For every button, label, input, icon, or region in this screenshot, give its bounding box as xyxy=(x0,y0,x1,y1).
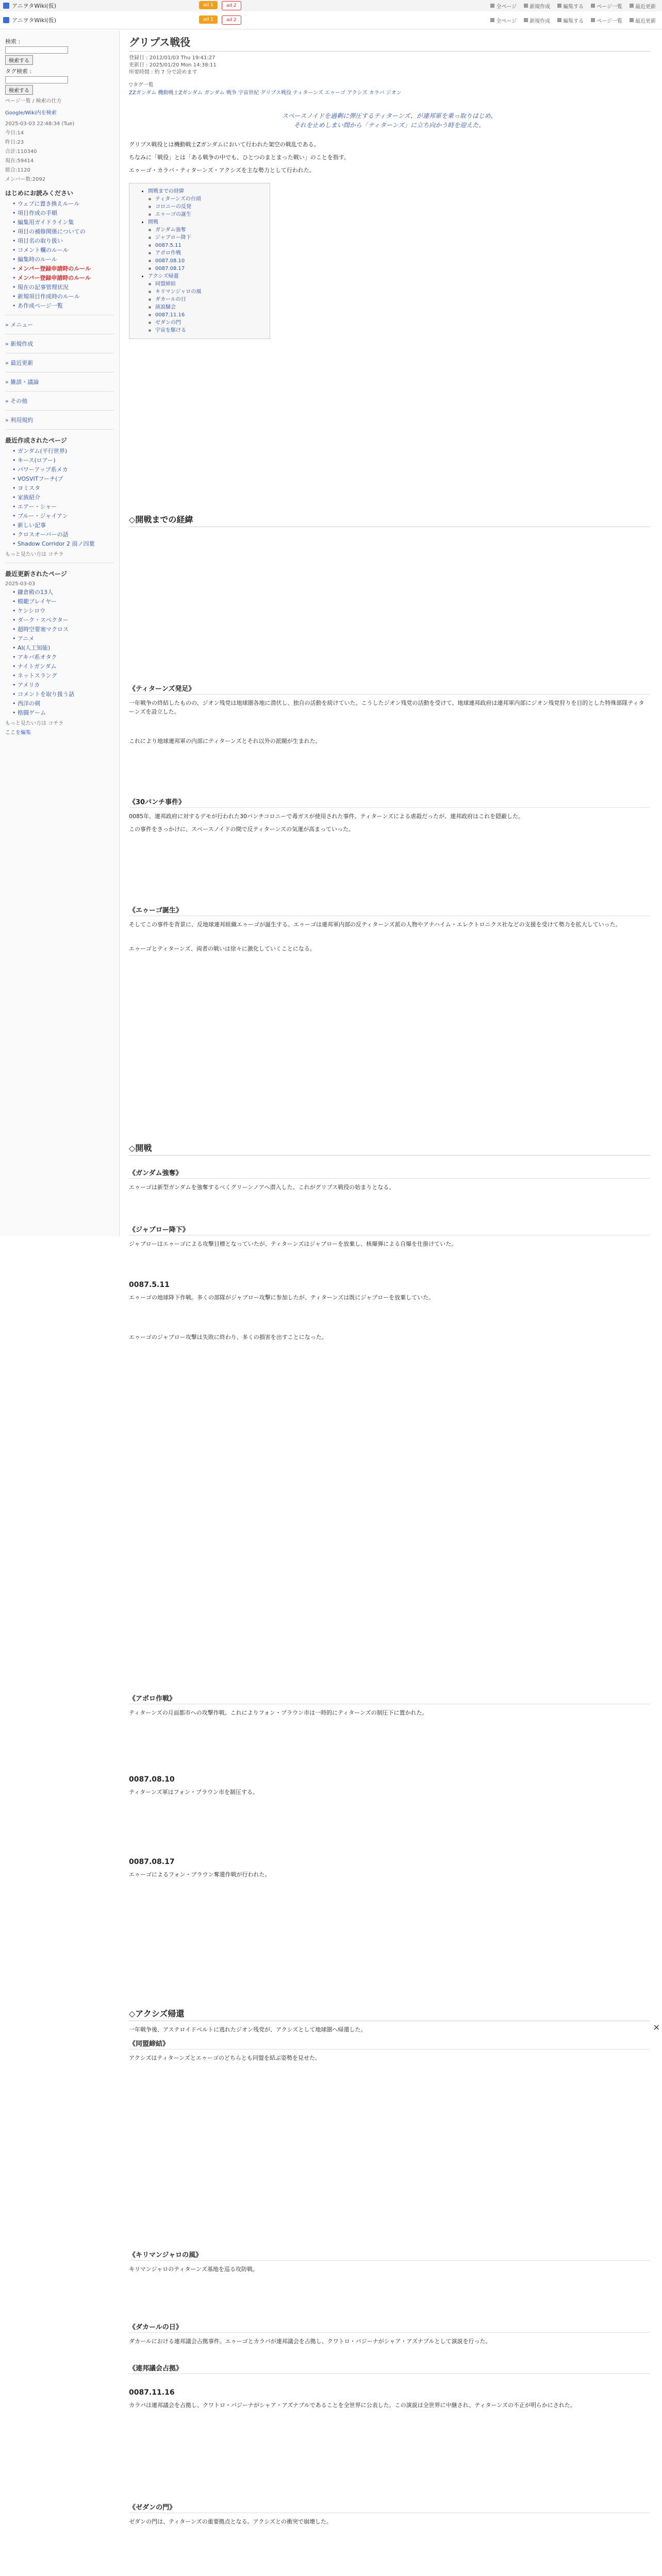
tag-search-label: タグ検索 : xyxy=(5,68,32,75)
toc-item[interactable]: ◦ 宇宙を駆ける xyxy=(155,327,264,334)
nav2-link-edit[interactable]: 編集する xyxy=(557,16,584,24)
page-title: グリプス戦役 xyxy=(129,34,650,52)
intro-paragraph-1: グリプス戦役とは機動戦士Zガンダムにおいて行われた架空の戦乱である。 xyxy=(129,141,320,148)
stat-total: 合計:110340 xyxy=(5,149,37,155)
ad-button-3[interactable]: ad 1 xyxy=(199,15,218,24)
list-item[interactable]: • ヨミスタ xyxy=(12,485,114,492)
toc-item[interactable]: ◦ アポロ作戦 xyxy=(155,249,264,257)
section-heading: ◇アクシズ帰還 xyxy=(129,2007,650,2021)
date-heading: 0087.11.16 xyxy=(129,2388,175,2397)
subsection-heading: 《エゥーゴ誕生》 xyxy=(129,905,650,916)
ad-button-2[interactable]: ad 2 xyxy=(222,1,241,10)
intro-paragraph-3: エゥーゴ・カラバ・ティターンズ・アクシズを主な勢力として行われた。 xyxy=(129,167,315,174)
sidebar-nav-other[interactable]: » その他 xyxy=(5,397,114,405)
paragraph: ジャブローはエゥーゴによる攻撃目標となっていたが、ティターンズはジャブローを放棄し、核爆弾による自爆を仕掛けていた。 xyxy=(129,1241,457,1247)
paragraph: エゥーゴとティターンズ、両者の戦いは徐々に激化していくことになる。 xyxy=(129,945,316,952)
nav-link-all[interactable]: 全ページ xyxy=(490,2,517,10)
list-item[interactable]: • ケンシロウ xyxy=(12,607,114,615)
paragraph: 0085年、連邦政府に対するデモが行われた30バンチコロニーで毒ガスが使用された事件。ティターンズによる虐殺だったが、連邦政府はこれを隠蔽した。 xyxy=(129,813,524,820)
date-heading: 0087.5.11 xyxy=(129,1281,170,1289)
site-logo-icon xyxy=(3,17,9,23)
subsection-heading: 《ティターンズ発足》 xyxy=(129,683,650,694)
stat-all: 総合:1120 xyxy=(5,167,30,173)
toc-item[interactable]: ◦ エゥーゴの誕生 xyxy=(155,211,264,218)
toc-item[interactable]: ◦ 0087.08.10 xyxy=(155,257,264,265)
paragraph: エゥーゴの地球降下作戦。多くの部隊がジャブロー攻撃に参加したが、ティターンズは既にジャブローを放棄していた。 xyxy=(129,1294,435,1301)
toc-item[interactable]: ◦ ティターンズの台頭 xyxy=(155,195,264,203)
sidebar-item[interactable]: • ウェブに置き換えルール xyxy=(12,200,114,208)
edit-here-link[interactable]: ここを編集 xyxy=(5,730,31,736)
date-heading: 0087.08.17 xyxy=(129,1858,175,1866)
toc-item[interactable]: ◦ ガンダム強奪 xyxy=(155,226,264,234)
sidebar-item[interactable]: • あ作成ページ一覧 xyxy=(12,302,114,310)
stat-yesterday: 昨日:23 xyxy=(5,140,24,145)
site-title[interactable]: アニヲタWiki(仮) xyxy=(12,17,57,24)
stat-members: メンバー数:2092 xyxy=(5,177,46,182)
subsection-heading: 《アポロ作戦》 xyxy=(129,1693,650,1704)
paragraph: エゥーゴは新型ガンダムを強奪するべくグリーンノアへ潜入した。これがグリプス戦役の始まりとなる。 xyxy=(129,1184,395,1191)
sidebar-nav-new[interactable]: » 新規作成 xyxy=(5,340,114,348)
paragraph: アクシズはティターンズとエゥーゴのどちらとも同盟を結ぶ姿勢を見せた。 xyxy=(129,2055,321,2061)
paragraph: この事件をきっかけに、スペースノイドの間で反ティターンズの気運が高まっていった。 xyxy=(129,826,355,833)
toc-item[interactable]: • 開戦 ◦ ガンダム強奪 ◦ ジャブロー降下 ◦ 0087.5.11 ◦ アポロ作戦 ◦ 0087.08.10 ◦ 0087.08.17 xyxy=(148,218,264,273)
menu-square-icon xyxy=(591,18,595,22)
intro-quote: スペースノイドを過剰に弾圧するティターンズ、が連邦軍を乗っ取りはじめ、 それを止めしまい間から「ティターンズ」に立ち向かう時を迎えた。 xyxy=(282,112,497,129)
section-heading: ◇開戦までの経緯 xyxy=(129,513,650,527)
search-button[interactable]: 検索する xyxy=(5,55,33,65)
toc-item[interactable]: ◦ 0087.5.11 xyxy=(155,242,264,249)
site-header xyxy=(0,11,662,29)
nav2-link-recent[interactable]: 最近更新 xyxy=(630,16,656,24)
list-item[interactable]: • 超時空要塞マクロス xyxy=(12,626,114,633)
toc-item[interactable]: • 開戦までの経緯 ◦ ティターンズの台頭 ◦ コロニーの反発 ◦ エゥーゴの誕生 xyxy=(148,188,264,218)
nav2-link-list[interactable]: ページ一覧 xyxy=(591,16,622,24)
sidebar-item[interactable]: • 項目名の取り扱い xyxy=(12,238,114,245)
subsection-heading: 《ジャブロー降下》 xyxy=(129,1224,650,1235)
menu-square-icon xyxy=(630,18,634,22)
recent-updated-heading: 最近更新されたページ xyxy=(5,570,67,578)
list-item[interactable]: • 西洋の剣 xyxy=(12,700,114,707)
search-label: 検索 : xyxy=(5,38,21,45)
list-item[interactable]: • ダーク・スペクター xyxy=(12,617,114,624)
nav2-link-new[interactable]: 新規作成 xyxy=(524,16,550,24)
tag-list: ▽タグ一覧 ZZガンダム 機動戦士Zガンダム ガンダム 戦争 宇宙世紀 グリプス戦役 ティターンズ エゥーゴ アクシズ カラバ ジオン xyxy=(129,82,402,96)
stat-today: 今日:14 xyxy=(5,130,24,136)
intro-paragraph-2: ちなみに「戦役」とは「ある戦争の中でも、ひとつのまとまった戦い」のことを指す。 xyxy=(129,154,350,161)
tab-title: アニヲタWiki(仮) xyxy=(12,3,57,9)
sidebar-item[interactable]: • メンバー登録申請時のルール xyxy=(12,265,114,273)
sidebar-nav-menu[interactable]: » メニュー xyxy=(5,320,114,329)
updated-date: 2025-03-03 xyxy=(5,581,36,587)
list-item[interactable]: • ナイトガンダム xyxy=(12,663,114,670)
list-item[interactable]: • ブルー・ジャイアン xyxy=(12,513,114,520)
browser-topbar xyxy=(0,0,662,12)
subsection-heading: 《ゼダンの門》 xyxy=(129,2502,650,2513)
search-input[interactable] xyxy=(5,46,68,54)
first-read-heading: はじめにお読みください xyxy=(5,190,74,197)
menu-square-icon xyxy=(490,18,494,22)
ad-button-1[interactable]: ad 1 xyxy=(199,1,218,9)
sidebar xyxy=(0,31,120,1236)
sidebar-item[interactable]: • メンバー登録申請時のルール xyxy=(12,275,114,282)
recent-created-list xyxy=(5,448,114,548)
first-read-list xyxy=(5,200,114,310)
list-item[interactable]: • ネットスラング xyxy=(12,672,114,680)
list-item[interactable]: • 格闘ゲーム xyxy=(12,709,114,717)
subsection-heading: 《ガンダム強奪》 xyxy=(129,1167,650,1179)
search-help-links[interactable]: ページ一覧 / 検索の仕方 xyxy=(5,98,62,104)
sidebar-item[interactable]: • 編集時のルール xyxy=(12,256,114,263)
stat-now: 現在:59414 xyxy=(5,158,34,164)
nav-link-new[interactable]: 新規作成 xyxy=(524,2,550,10)
recent-updated-list xyxy=(5,589,114,717)
nav-link-recent[interactable]: 最近更新 xyxy=(630,2,656,10)
sidebar-item[interactable]: • コメント欄のルール xyxy=(12,247,114,254)
browser-tab[interactable] xyxy=(0,2,158,10)
paragraph: カラバは連邦議会を占拠し、クワトロ・バジーナがシャア・アズナブルであることを全世界に公表した。この演説は全世界に中継され、ティターンズの不正が明らかにされた。 xyxy=(129,2402,576,2409)
paragraph: これにより地球連邦軍の内部にティターンズとそれ以外の派閥が生まれた。 xyxy=(129,738,321,744)
subsection-heading: 《同盟締結》 xyxy=(129,2038,650,2049)
sidebar-item[interactable]: • 新規項目作成時のルール xyxy=(12,293,114,300)
list-item[interactable]: • アキバ系オタク xyxy=(12,654,114,661)
list-item[interactable]: • パワーアップ系メカ xyxy=(12,466,114,473)
toc-item[interactable]: ◦ コロニーの反発 xyxy=(155,203,264,211)
menu-square-icon xyxy=(557,18,561,22)
paragraph: ゼダンの門は、ティターンズの重要拠点となる。アクシズとの衝突で崩壊した。 xyxy=(129,2518,333,2525)
sidebar-nav-recent[interactable]: » 最近更新 xyxy=(5,359,114,367)
paragraph: 一年戦争の終結したものの、ジオン残党は地球圏各地に潜伏し、独自の活動を続けていた。こうしたジオン残党の活動を受けて、地球連邦政府は連邦軍内部にジオン残党狩りを目的とした特殊部隊ティターンズを設立した。 xyxy=(129,700,644,715)
list-item[interactable]: • キース(ロアー) xyxy=(12,457,114,464)
list-item[interactable]: • アメリカ xyxy=(12,682,114,689)
date-heading: 0087.08.10 xyxy=(129,1775,175,1784)
subsection-heading: 《ダカールの日》 xyxy=(129,2321,650,2333)
list-item[interactable]: • 家族紹介 xyxy=(12,494,114,501)
nav-link-list[interactable]: ページ一覧 xyxy=(591,2,622,10)
toc-item[interactable]: ◦ ジャブロー降下 xyxy=(155,234,264,242)
paragraph: そしてこの事件を背景に、反地球連邦組織エゥーゴが誕生する。エゥーゴは連邦軍内部の反ティターンズ派の人物やアナハイム・エレクトロニクス社などの支援を受けて勢力を拡大していった。 xyxy=(129,921,621,928)
toc-item[interactable]: ◦ キリマンジャロの風 xyxy=(155,288,264,296)
list-item[interactable]: • コメントを取り扱う話 xyxy=(12,691,114,698)
datetime: 2025-03-03 22:48:34 (Tue) xyxy=(5,121,75,127)
paragraph: ティターンズ軍はフォン・ブラウン市を制圧する。 xyxy=(129,1789,259,1795)
google-search-link[interactable]: Google/Wiki内を検索 xyxy=(5,110,57,116)
sidebar-nav-discussion[interactable]: » 雑談・議論 xyxy=(5,378,114,386)
tag-links[interactable]: ZZガンダム 機動戦士Zガンダム ガンダム 戦争 宇宙世紀 グリプス戦役 ティターンズ エゥーゴ アクシズ カラバ ジオン xyxy=(129,90,402,96)
toc-item[interactable]: • アクシズ帰還 ◦ 同盟締結 ◦ キリマンジャロの風 ◦ ダカールの日 ◦ 演説騒会 ◦ 0087.11.16 ◦ ゼダンの門 ◦ 宇宙を駆ける xyxy=(148,273,264,334)
sidebar-item[interactable]: • 編集用ガイドライン集 xyxy=(12,219,114,226)
sidebar-item[interactable]: • 項目の補修関係についての xyxy=(12,228,114,235)
subsection-heading: 《30バンチ事件》 xyxy=(129,796,650,808)
menu-square-icon xyxy=(557,4,561,8)
toc-item[interactable]: ◦ ゼダンの門 xyxy=(155,319,264,327)
list-item[interactable]: • 鎌倉殿の13人 xyxy=(12,589,114,596)
recent-created-heading: 最近作成されたページ xyxy=(5,437,67,444)
tag-search-input[interactable] xyxy=(5,76,68,83)
recent-more-link[interactable]: もっと見たい方は コチラ xyxy=(5,552,64,557)
tag-search-button[interactable]: 検索する xyxy=(5,85,33,95)
table-of-contents xyxy=(129,183,270,339)
menu-square-icon xyxy=(591,4,595,8)
menu-square-icon xyxy=(490,4,494,8)
toc-item[interactable]: ◦ 0087.11.16 xyxy=(155,311,264,319)
toc-item[interactable]: ◦ 同盟締結 xyxy=(155,280,264,288)
nav2-link-all[interactable]: 全ページ xyxy=(490,16,517,24)
list-item[interactable]: • 新しい記事 xyxy=(12,522,114,529)
list-item[interactable]: • エアー・シャー xyxy=(12,503,114,511)
paragraph: エゥーゴによるフォン・ブラウン奪還作戦が行われた。 xyxy=(129,1871,271,1878)
paragraph: ティターンズの月面都市への攻撃作戦。これによりフォン・ブラウン市は一時的にティターンズの制圧下に置かれた。 xyxy=(129,1709,428,1716)
subsection-heading: 《キリマンジャロの風》 xyxy=(129,2249,650,2261)
toc-item[interactable]: ◦ 演説騒会 xyxy=(155,303,264,311)
sidebar-item[interactable]: • 項目作成の手順 xyxy=(12,210,114,217)
page-meta: 登録日 : 2012/01/03 Thu 19:41:27 更新日 : 2025/01/20 Mon 14:38:11 所要時間 : 約 7 分で読めます xyxy=(129,55,217,75)
paragraph: 一年戦争後、アステロイドベルトに逃れたジオン残党が、アクシズとして地球圏へ帰還した。 xyxy=(129,2026,367,2033)
list-item[interactable]: • AI(人工知能) xyxy=(12,645,114,652)
list-item[interactable]: • ガンダム(平行世界) xyxy=(12,448,114,455)
paragraph: ダカールにおける連邦議会占拠事件。エゥーゴとカラバが連邦議会を占拠し、クワトロ・バジーナがシャア・アズナブルとして演説を行った。 xyxy=(129,2338,491,2345)
toc-item[interactable]: ◦ ダカールの日 xyxy=(155,296,264,303)
menu-square-icon xyxy=(524,4,528,8)
paragraph: エゥーゴのジャブロー攻撃は失敗に終わり、多くの損害を出すことになった。 xyxy=(129,1334,327,1341)
toc-item[interactable]: ◦ 0087.08.17 xyxy=(155,265,264,273)
menu-square-icon xyxy=(524,18,528,22)
nav-link-edit[interactable]: 編集する xyxy=(557,2,584,10)
site-favicon-icon xyxy=(3,3,9,9)
updated-more-link[interactable]: もっと見たい方は コチラ xyxy=(5,721,64,726)
paragraph: キリマンジャロのティターンズ基地を巡る攻防戦。 xyxy=(129,2266,258,2273)
list-item[interactable]: • 模範プレイヤー xyxy=(12,598,114,605)
list-item[interactable]: • VOSVITフーチ(プ xyxy=(12,476,114,483)
ad-button-4[interactable]: ad 2 xyxy=(222,15,241,25)
list-item[interactable]: • Shadow Corridor 2 雨ノ四葉 xyxy=(12,540,114,548)
sidebar-item[interactable]: • 現在の記事管理状況 xyxy=(12,284,114,291)
list-item[interactable]: • アニメ xyxy=(12,635,114,642)
menu-square-icon xyxy=(630,4,634,8)
section-heading: ◇開戦 xyxy=(129,1142,650,1156)
close-icon[interactable]: ✕ xyxy=(653,2023,660,2032)
sidebar-nav-terms[interactable]: » 利用規約 xyxy=(5,416,114,424)
main-content xyxy=(129,34,650,2576)
list-item[interactable]: • クロスオーバーの話 xyxy=(12,531,114,538)
subsection-heading: 《連邦議会占拠》 xyxy=(129,2363,650,2374)
